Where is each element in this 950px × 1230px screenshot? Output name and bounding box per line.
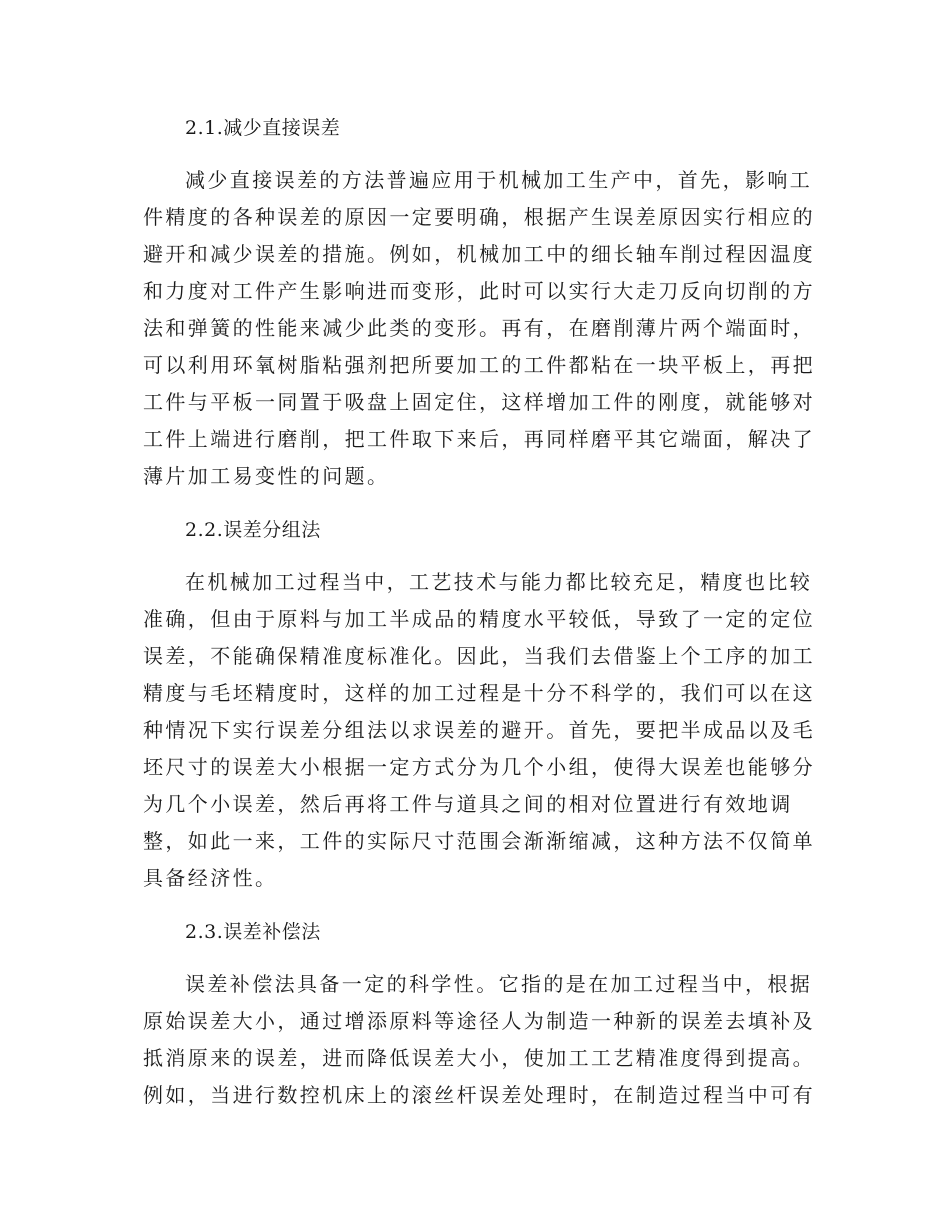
paragraph-line: 薄片加工易变性的问题。 xyxy=(143,464,390,488)
paragraph-line: 误差补偿法具备一定的科学性。它指的是在加工过程当中，根据 xyxy=(185,972,813,996)
paragraph-line: 具备经济性。 xyxy=(143,866,278,890)
paragraph-line: 坯尺寸的误差大小根据一定方式分为几个小组，使得大误差也能够分 xyxy=(143,755,815,779)
paragraph-line: 法和弹簧的性能来减少此类的变形。再有，在磨削薄片两个端面时， xyxy=(143,316,815,340)
paragraph-line: 整，如此一来，工件的实际尺寸范围会渐渐缩减，这种方法不仅简单 xyxy=(143,829,815,853)
paragraph-line: 为几个小误差，然后再将工件与道具之间的相对位置进行有效地调 xyxy=(143,792,793,816)
paragraph-line: 误差，不能确保精准度标准化。因此，当我们去借鉴上个工序的加工 xyxy=(143,644,815,668)
paragraph-line: 例如，当进行数控机床上的滚丝杆误差处理时，在制造过程当中可有 xyxy=(143,1083,815,1107)
paragraph-line: 种情况下实行误差分组法以求误差的避开。首先，要把半成品以及毛 xyxy=(143,718,815,742)
paragraph-line: 避开和减少误差的措施。例如，机械加工中的细长轴车削过程因温度 xyxy=(143,242,815,266)
section-heading: 2.1.减少直接误差 xyxy=(185,117,341,139)
section-heading: 2.2.误差分组法 xyxy=(185,519,321,541)
paragraph-line: 精度与毛坯精度时，这样的加工过程是十分不科学的，我们可以在这 xyxy=(143,681,815,705)
paragraph-line: 工件上端进行磨削，把工件取下来后，再同样磨平其它端面，解决了 xyxy=(143,427,815,451)
paragraph-line: 原始误差大小，通过增添原料等途径人为制造一种新的误差去填补及 xyxy=(143,1009,815,1033)
paragraph-line: 件精度的各种误差的原因一定要明确，根据产生误差原因实行相应的 xyxy=(143,205,815,229)
paragraph-line: 工件与平板一同置于吸盘上固定住，这样增加工件的刚度，就能够对 xyxy=(143,390,815,414)
section-heading: 2.3.误差补偿法 xyxy=(185,921,321,943)
paragraph-line: 减少直接误差的方法普遍应用于机械加工生产中，首先，影响工 xyxy=(185,168,813,192)
paragraph-line: 可以利用环氧树脂粘强剂把所要加工的工件都粘在一块平板上，再把 xyxy=(143,353,815,377)
paragraph-line: 在机械加工过程当中，工艺技术与能力都比较充足，精度也比较 xyxy=(185,570,813,594)
paragraph-line: 抵消原来的误差，进而降低误差大小，使加工工艺精准度得到提高。 xyxy=(143,1046,815,1070)
paragraph-line: 和力度对工件产生影响进而变形，此时可以实行大走刀反向切削的方 xyxy=(143,279,815,303)
paragraph-line: 准确，但由于原料与加工半成品的精度水平较低，导致了一定的定位 xyxy=(143,607,815,631)
